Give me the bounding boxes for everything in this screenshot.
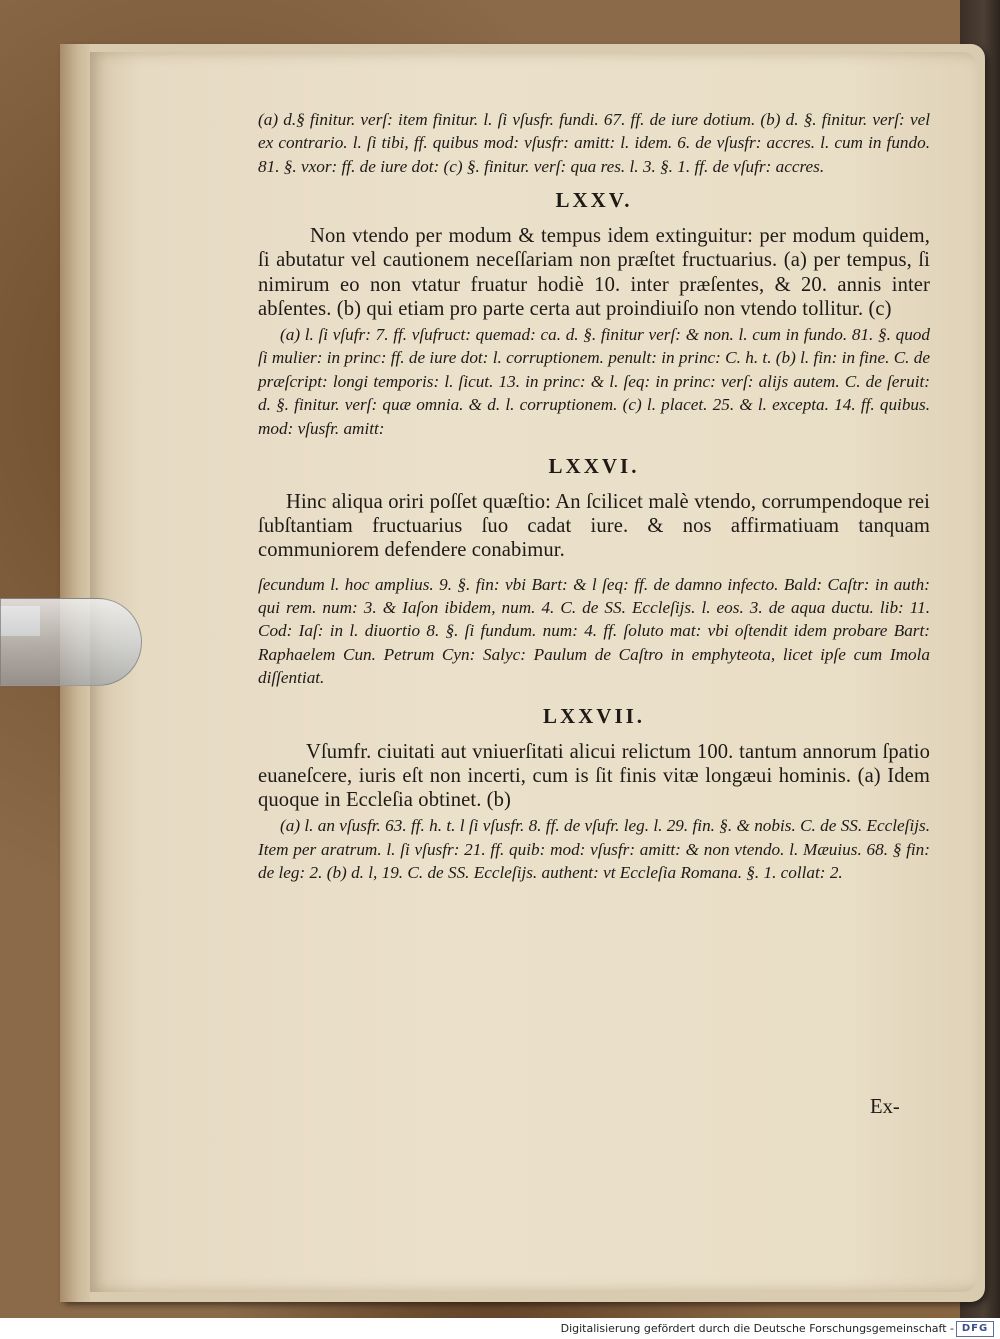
bookmark-clip bbox=[0, 598, 142, 686]
page-text bbox=[258, 108, 930, 885]
dfg-logo-icon: DFG bbox=[956, 1321, 994, 1337]
footnotes-top: (a) d.§ finitur. verſ: item finitur. l. ſi vſusfr. fundi. 67. ff. de iure dotium. (b) d. §. finitur. verſ: vel ex contrario. l. ſi tibi, ff. quibus mod: vſusfr: amitt: l. idem. 6. de vſusfr: accres. l. cum in fundo. 81. §. vxor: ff. de iure dot: (c) §. finitur. verſ: qua res. l. 3. §. 1. ff. de vſufr: accres. bbox=[258, 110, 930, 176]
catchword: Ex- bbox=[870, 1096, 900, 1118]
paragraph-lxxvii: Vſumfr. ciuitati aut vniuerſitati alicui relictum 100. tantum annorum ſpatio euaneſcere, iuris eſt non incerti, cum is ſit finis vitæ longæui hominis. (a) Idem quoque in Eccleſia obtinet. (b) bbox=[258, 740, 930, 812]
footnotes-lxxvii: (a) l. an vſusfr. 63. ff. h. t. l ſi vſusfr. 8. ff. de vſufr. leg. l. 29. fin. §. & nobis. C. de SS. Eccleſijs. Item per aratrum. l. ſi vſusfr: 21. ff. quib: mod: vſusfr: amitt: & non vtendo. l. Mæuius. 68. § fin: de leg: 2. (b) d. l, 19. C. de SS. Eccleſijs. authent: vt Eccleſia Romana. §. 1. collat: 2. bbox=[258, 816, 930, 883]
footnotes-lxxvi: ſecundum l. hoc amplius. 9. §. fin: vbi Bart: & l ſeq: ff. de damno infecto. Bald: Caſtr: in auth: qui rem. num: 3. & Iaſon ibidem, num. 4. C. de SS. Eccleſijs. l. eos. 3. de aqua ductu. lib: 11. Cod: Iaſ: in l. diuortio 8. §. ſi fundum. num: 4. ff. ſoluto mat: vbi oſtendit idem probare Bart: Raphaelem Cun. Petrum Cyn: Salyc: Paulum de Caſtro in emphyteota, licet ipſe cum Imola diſſentiat. bbox=[258, 574, 930, 688]
paragraph-lxxvi: Hinc aliqua oriri poſſet quæſtio: An ſcilicet malè vtendo, corrumpendoque rei ſubſtantiam fructuarius ſuo cadat iure. & nos affirmatiuam tanquam communiorem defendere conabimur. bbox=[258, 491, 930, 562]
section-heading-lxxvii: LXXVII. bbox=[542, 703, 646, 728]
section-heading-lxxvi: LXXVI. bbox=[548, 454, 640, 479]
paragraph-lxxv: Non vtendo per modum & tempus idem extinguitur: per modum quidem, ſi abutatur vel cautionem neceſſariam non præſtet fructuarius. (a) per tempus, ſi nimirum eo non vtatur fruatur hodiè 10. inter præſentes, & 20. annis inter abſentes. (b) qui etiam pro parte certa aut proindiuiſo non vtendo tollitur. (c) bbox=[258, 225, 930, 320]
footnotes-lxxv: (a) l. ſi vſufr: 7. ff. vſufruct: quemad: ca. d. §. finitur verſ: & non. l. cum in fundo. 81. §. quod ſi mulier: in princ: ff. de iure dot: l. corruptionem. penult: in princ: C. h. t. (b) l. fin: in fine. C. de præſcript: longi temporis: l. ſicut. 13. in princ: & l. ſeq: in princ: verſ: alijs autem. C. de ſeruit: d. §. finitur. verſ: quæ omnia. & d. l. corruptionem. (c) l. placet. 25. & l. excepta. 14. ff. quibus. mod: vſusfr. amitt: bbox=[258, 325, 930, 438]
footer-credit: Digitalisierung gefördert durch die Deutsche Forschungsgemeinschaft - bbox=[560, 1322, 954, 1335]
section-heading-lxxv: LXXV. bbox=[555, 188, 633, 213]
